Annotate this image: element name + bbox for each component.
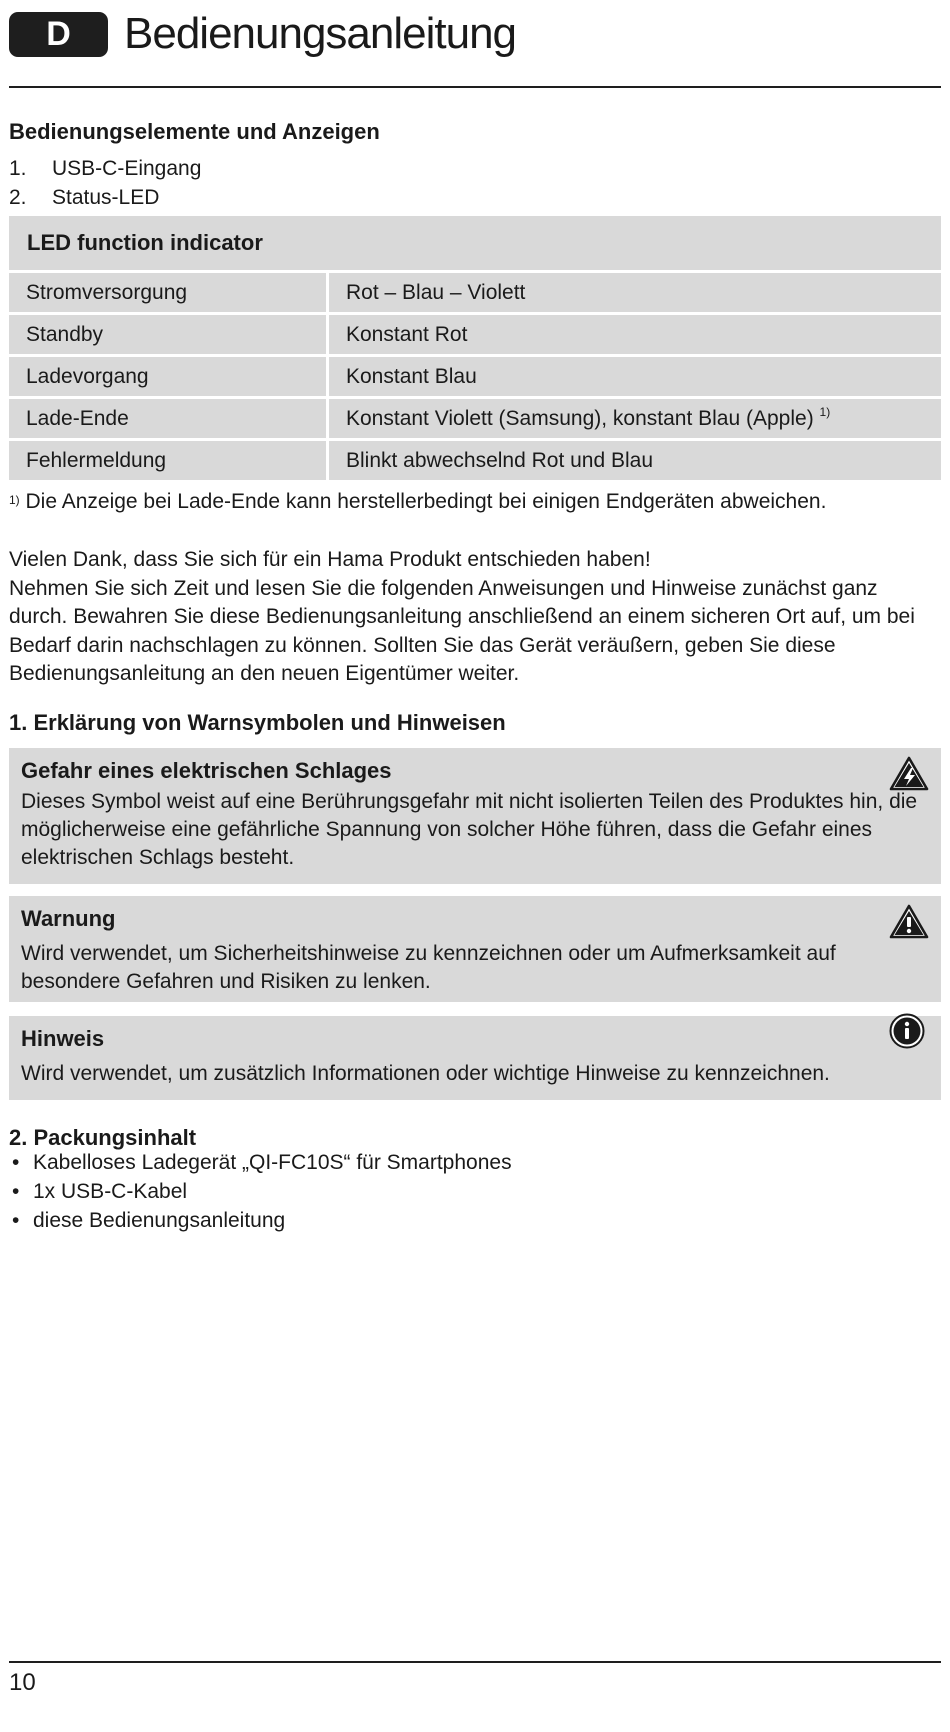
list-label: 1x USB-C-Kabel [33,1180,188,1203]
controls-heading: Bedienungselemente und Anzeigen [9,119,380,144]
intro-paragraph: Nehmen Sie sich Zeit und lesen Sie die folgenden Anweisungen und Hinweise zunächst ganz durch. Bewahren Sie diese Bedienungsanleitung anschließend an einem sicheren Ort auf, um bei Bedarf darin nachschlagen zu können. Sollten Sie das Gerät veräußern, geben Sie diese Bedienungsanleitung an den neuen Eigentümer weiter. [9,576,915,685]
page-header [9,0,941,88]
footnote-text: Die Anzeige bei Lade-Ende kann herstellerbedingt bei einigen Endgeräten abweichen. [25,490,827,513]
controls-list [9,154,201,212]
list-label: USB-C-Eingang [52,157,202,180]
list-number: 2. [9,186,27,209]
notice-hint [9,1016,941,1100]
list-label: Status-LED [52,186,160,209]
table-cell-indicator: Konstant Rot [329,315,941,357]
list-item: • diese Bedienungsanleitung [9,1206,512,1235]
list-item [9,154,201,183]
footer-divider [9,1661,941,1663]
footnote-mark: 1) [819,404,831,419]
list-item: • Kabelloses Ladegerät „QI-FC10S“ für Smartphones [9,1148,512,1177]
table-cell-state: Standby [9,315,329,357]
table-cell-indicator: Rot – Blau – Violett [329,273,941,315]
list-item: • 1x USB-C-Kabel [9,1177,512,1206]
notice-title: Gefahr eines elektrischen Schlages [21,758,392,783]
list-label: diese Bedienungsanleitung [33,1209,286,1232]
table-row [9,273,941,315]
electric-shock-warning-icon [889,756,929,792]
info-icon [887,1013,927,1049]
table-cell-indicator: Blinkt abwechselnd Rot und Blau [346,448,654,472]
table-cell-state: Lade-Ende [9,399,329,441]
notice-electric-shock [9,748,941,884]
table-cell-state: Stromversorgung [9,273,329,315]
notice-text: Wird verwendet, um zusätzlich Informationen oder wichtige Hinweise zu kennzeichnen. [21,1062,830,1085]
footnote-mark: 1) [9,493,20,507]
manual-page [9,0,941,1696]
table-cell-state: Fehlermeldung [9,441,329,480]
table-footnote [9,488,826,516]
list-item [9,183,201,212]
page-number: 10 [9,1669,36,1696]
page-title: Bedienungsanleitung [124,9,517,58]
language-badge: D [9,12,108,57]
table-row [9,399,941,441]
table-header: LED function indicator [9,216,941,273]
notice-warning [9,896,941,1002]
led-function-table [9,216,941,480]
section-1-heading: 1. Erklärung von Warnsymbolen und Hinweisen [9,710,506,735]
table-row [9,315,941,357]
intro-text [9,546,941,689]
intro-thanks: Vielen Dank, dass Sie sich für ein Hama Produkt entschieden haben! [9,548,651,571]
header-divider [9,86,941,88]
notice-text: Wird verwendet, um Sicherheitshinweise zu kennzeichnen oder um Aufmerksamkeit auf besondere Gefahren und Risiken zu lenken. [21,942,836,993]
notice-title: Hinweis [21,1026,105,1051]
table-cell-state: Ladevorgang [9,357,329,399]
warning-triangle-icon [889,904,929,940]
notice-text: Dieses Symbol weist auf eine Berührungsgefahr mit nicht isolierten Teilen des Produktes hin, die möglicherweise eine gefährliche Spannung von solcher Höhe führen, dass die Gefahr eines elektrischen Schlags besteht. [21,790,918,869]
package-contents-list [9,1148,512,1235]
list-number: 1. [9,157,27,180]
table-row [9,441,941,480]
table-cell-indicator: Konstant Violett (Samsung), konstant Blau (Apple) $^{1)}$ [329,399,941,441]
section-2-heading: 2. Packungsinhalt [9,1125,197,1150]
table-cell-indicator: Konstant Blau [329,357,941,399]
table-row [9,357,941,399]
list-label: Kabelloses Ladegerät „QI-FC10S“ für Smartphones [33,1151,512,1174]
notice-title: Warnung [21,906,116,931]
